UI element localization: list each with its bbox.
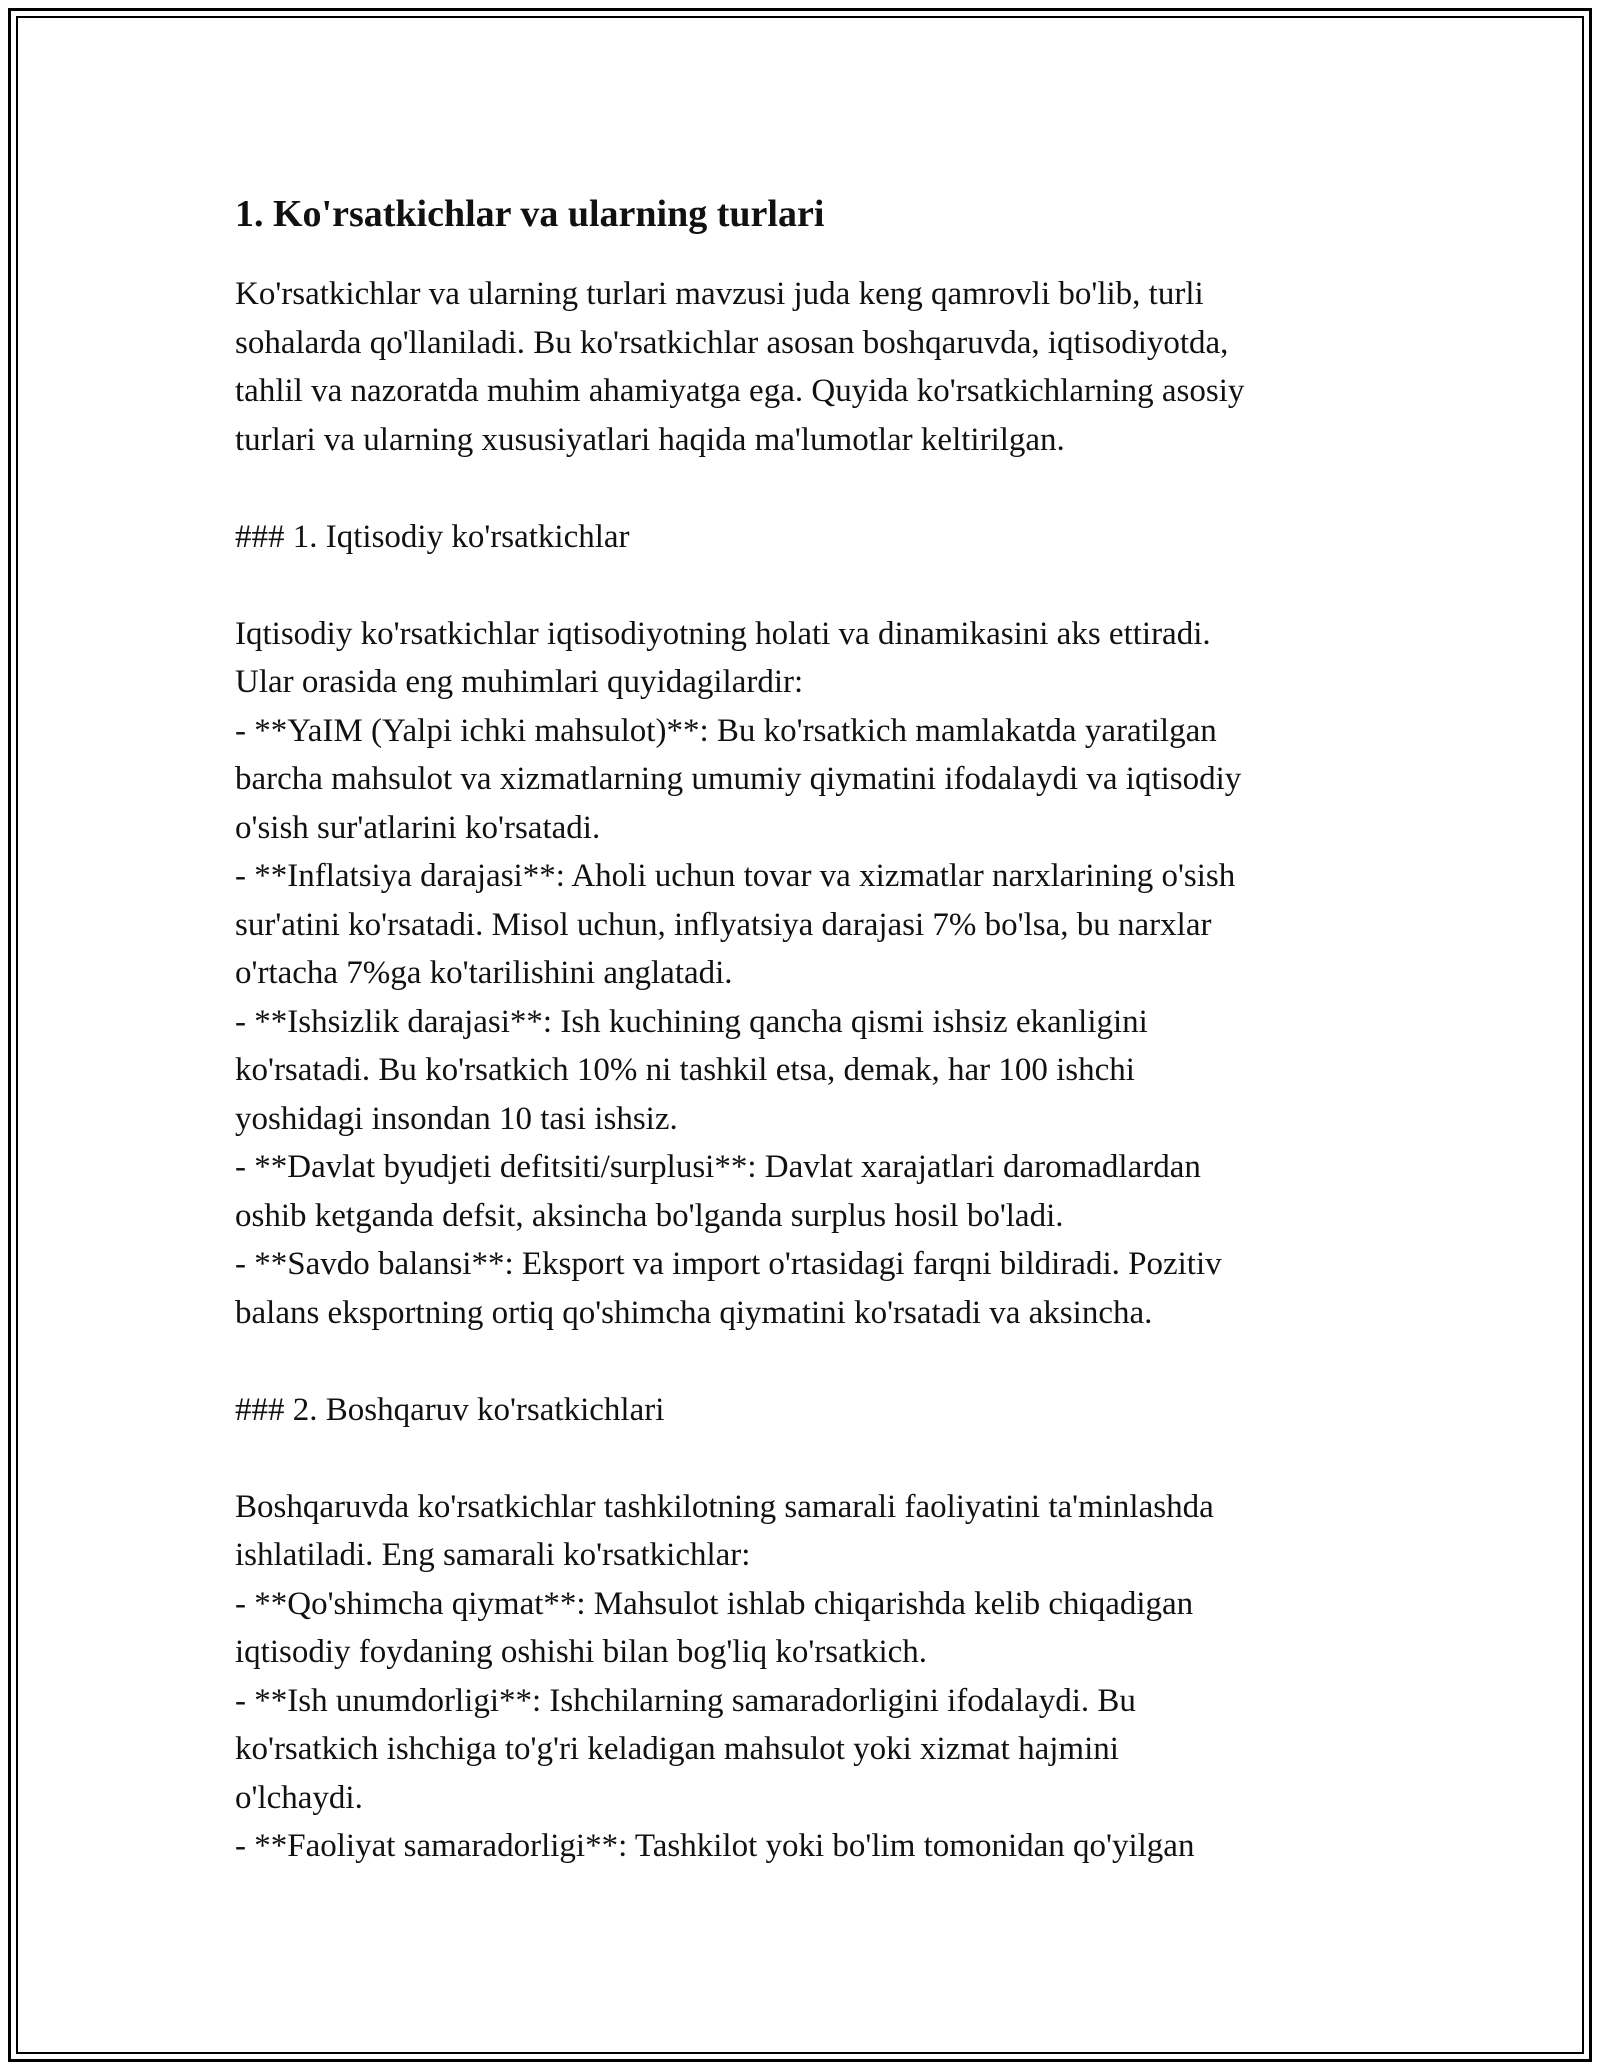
text-line: balans eksportning ortiq qo'shimcha qiymatini ko'rsatadi va aksincha.	[235, 1294, 1153, 1331]
document-body	[235, 185, 1370, 1871]
list-item-line: - **Ishsizlik darajasi**: Ish kuchining qancha qismi ishsiz ekanligini	[235, 1003, 1148, 1040]
document-text	[235, 270, 1370, 1871]
list-item-line: - **YaIM (Yalpi ichki mahsulot)**: Bu ko'rsatkich mamlakatda yaratilgan	[235, 712, 1217, 749]
text-line: tahlil va nazoratda muhim ahamiyatga ega. Quyida ko'rsatkichlarning asosiy	[235, 373, 1245, 409]
list-item-line: - **Davlat byudjeti defitsiti/surplusi**: Davlat xarajatlari daromadlardan	[235, 1149, 1201, 1185]
text-line: yoshidagi insondan 10 tasi ishsiz.	[235, 1100, 678, 1137]
list-item-line: - **Ish unumdorligi**: Ishchilarning samaradorligini ifodalaydi. Bu	[235, 1682, 1136, 1719]
text-line: ko'rsatadi. Bu ko'rsatkich 10% ni tashkil etsa, demak, har 100 ishchi	[235, 1052, 1135, 1088]
text-line: ko'rsatkich ishchiga to'g'ri keladigan mahsulot yoki xizmat hajmini	[235, 1731, 1119, 1767]
blank-line	[235, 561, 1370, 610]
text-line: turlari va ularning xususiyatlari haqida ma'lumotlar keltirilgan.	[235, 421, 1065, 458]
text-line: sohalarda qo'llaniladi. Bu ko'rsatkichlar asosan boshqaruvda, iqtisodiyotda,	[235, 324, 1229, 361]
list-item-line: - **Faoliyat samaradorligi**: Tashkilot yoki bo'lim tomonidan qo'yilgan	[235, 1828, 1195, 1864]
list-item-line: - **Qo'shimcha qiymat**: Mahsulot ishlab chiqarishda kelib chiqadigan	[235, 1585, 1194, 1622]
blank-line	[235, 1337, 1370, 1386]
text-line: Ular orasida eng muhimlari quyidagilardir:	[235, 664, 804, 700]
list-item-line: - **Savdo balansi**: Eksport va import o'rtasidagi farqni bildiradi. Pozitiv	[235, 1246, 1222, 1282]
text-line: oshib ketganda defsit, aksincha bo'lganda surplus hosil bo'ladi.	[235, 1197, 1064, 1234]
text-line: o'lchaydi.	[235, 1779, 363, 1816]
text-line: Boshqaruvda ko'rsatkichlar tashkilotning samarali faoliyatini ta'minlashda	[235, 1488, 1214, 1525]
text-line: o'sish sur'atlarini ko'rsatadi.	[235, 809, 601, 846]
section-heading-line: ### 1. Iqtisodiy ko'rsatkichlar	[235, 518, 630, 555]
document-title: 1. Ko'rsatkichlar va ularning turlari	[235, 193, 825, 235]
text-line: Ko'rsatkichlar va ularning turlari mavzusi juda keng qamrovli bo'lib, turli	[235, 276, 1204, 312]
text-line: iqtisodiy foydaning oshishi bilan bog'liq ko'rsatkich.	[235, 1634, 928, 1670]
text-line: o'rtacha 7%ga ko'tarilishini anglatadi.	[235, 955, 733, 991]
text-line: barcha mahsulot va xizmatlarning umumiy qiymatini ifodalaydi va iqtisodiy	[235, 761, 1242, 797]
blank-line	[235, 464, 1370, 513]
blank-line	[235, 1434, 1370, 1483]
list-item-line: - **Inflatsiya darajasi**: Aholi uchun tovar va xizmatlar narxlarining o'sish	[235, 858, 1236, 894]
section-heading-line: ### 2. Boshqaruv ko'rsatkichlari	[235, 1391, 665, 1428]
text-line: Iqtisodiy ko'rsatkichlar iqtisodiyotning holati va dinamikasini aks ettiradi.	[235, 615, 1211, 652]
text-line: sur'atini ko'rsatadi. Misol uchun, inflyatsiya darajasi 7% bo'lsa, bu narxlar	[235, 906, 1212, 943]
text-line: ishlatiladi. Eng samarali ko'rsatkichlar:	[235, 1537, 751, 1573]
